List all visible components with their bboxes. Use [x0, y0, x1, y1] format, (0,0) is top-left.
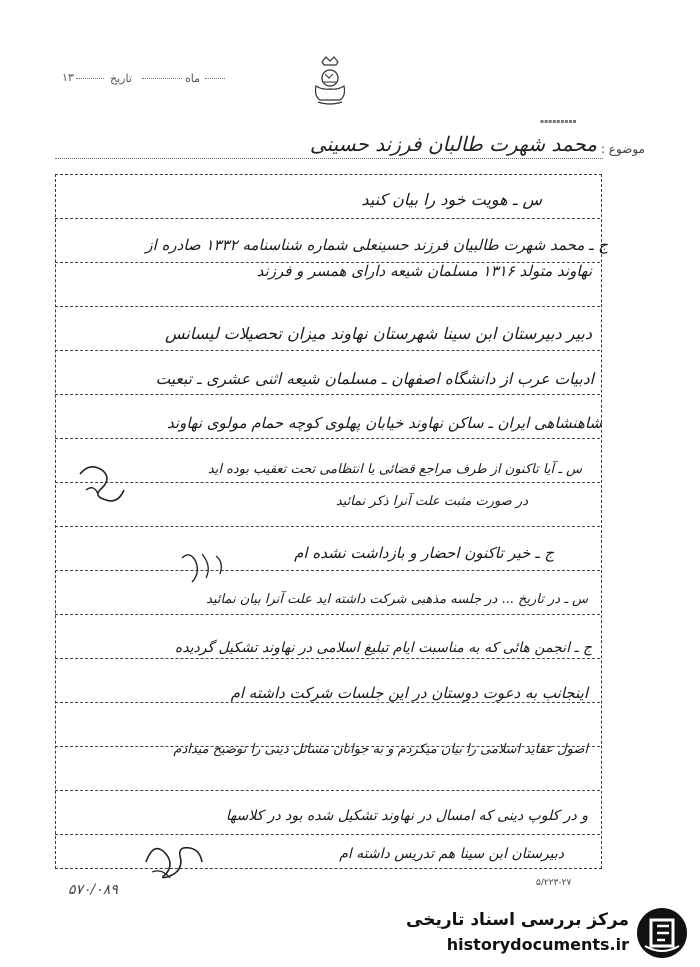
- handwritten-line: اصول عقاید اسلامی را بیان میکردم و به جوانان مسائل دینی را توضیح میدادم: [173, 742, 588, 757]
- header-dotted-line: [142, 78, 182, 79]
- ruled-line: [55, 834, 600, 835]
- ruled-line: [55, 658, 600, 659]
- lion-and-sun-emblem-icon: [308, 56, 352, 106]
- handwritten-line: س ـ آیا تاکنون از طرف مراجع قضائی یا انتظامی تحت تعقیب بوده اید: [207, 462, 582, 477]
- archive-watermark: [405, 902, 695, 964]
- header-year-suffix: ۱۳: [62, 71, 74, 84]
- handwritten-line: دبیر دبیرستان ابن سینا شهرستان نهاوند میزان تحصیلات لیسانس: [165, 324, 592, 343]
- header-dotted-line: [205, 78, 225, 79]
- subject-value: محمد شهرت طالبان فرزند حسینی: [309, 132, 597, 156]
- form-code: ۵/۲۲۳-۲۷: [536, 878, 572, 888]
- margin-signature-icon: [72, 460, 132, 506]
- archive-logo-icon: [635, 906, 689, 960]
- subject-label: موضوع :: [600, 142, 645, 156]
- ruled-line: [55, 614, 600, 615]
- handwritten-line: اینجانب به دعوت دوستان در این جلسات شرکت داشته ام: [230, 684, 588, 702]
- ruled-line: [55, 526, 600, 527]
- handwritten-line: ج ـ خیر تاکنون احضار و بازداشت نشده ام: [294, 544, 554, 562]
- handwritten-line: س ـ هویت خود را بیان کنید: [361, 190, 542, 209]
- ruled-line: [55, 702, 600, 703]
- archive-margin-note: ۵۷۰/۰۸۹: [68, 882, 118, 898]
- handwritten-line: نهاوند متولد ۱۳۱۶ مسلمان شیعه دارای همسر و فرزند: [256, 262, 592, 280]
- subject-row: [40, 130, 645, 164]
- header-number-label: ماه: [185, 72, 201, 85]
- subject-dotted-line: [55, 158, 603, 159]
- handwritten-line: ادبیات عرب از دانشگاه اصفهان ـ مسلمان شیعه اثنی عشری ـ تبعیت: [155, 370, 594, 388]
- handwritten-line: ج ـ محمد شهرت طالبیان فرزند حسینعلی شماره شناسنامه ۱۳۳۲ صادره از: [145, 236, 608, 254]
- watermark-title: مرکز بررسی اسناد تاریخی: [406, 910, 629, 930]
- ruled-line: [55, 570, 600, 571]
- ruled-line: [55, 218, 600, 219]
- handwritten-line: دبیرستان ابن سینا هم تدریس داشته ام: [339, 846, 564, 862]
- initials-scribble-icon: [176, 548, 236, 588]
- ruled-line: [55, 350, 600, 351]
- ruled-line: [55, 394, 600, 395]
- ruled-line: [55, 438, 600, 439]
- ruled-line: [55, 790, 600, 791]
- handwritten-line: در صورت مثبت علت آنرا ذکر نمائید: [335, 494, 528, 509]
- signature-icon: [140, 832, 210, 882]
- handwritten-line: شاهنشاهی ایران ـ ساکن نهاوند خیابان پهلوی کوچه حمام مولوی نهاوند: [167, 414, 602, 432]
- header-dotted-line: [76, 78, 104, 79]
- ruled-line: [55, 306, 600, 307]
- ruled-line: [55, 482, 600, 483]
- handwritten-line: س ـ در تاریخ ... در جلسه مذهبی شرکت داشته اید علت آنرا بیان نمائید: [206, 592, 588, 607]
- handwritten-line: و در کلوپ دینی که امسال در نهاوند تشکیل شده بود در کلاسها: [225, 808, 588, 824]
- form-stamp-mark: ▪▪▪▪▪▪▪▪▪: [540, 118, 577, 125]
- handwritten-line: ج ـ انجمن هائی که به مناسبت ایام تبلیغ اسلامی در نهاوند تشکیل گردیده: [174, 640, 592, 656]
- header-date-label: تاریخ: [110, 72, 132, 85]
- watermark-url: historydocuments.ir: [446, 935, 629, 954]
